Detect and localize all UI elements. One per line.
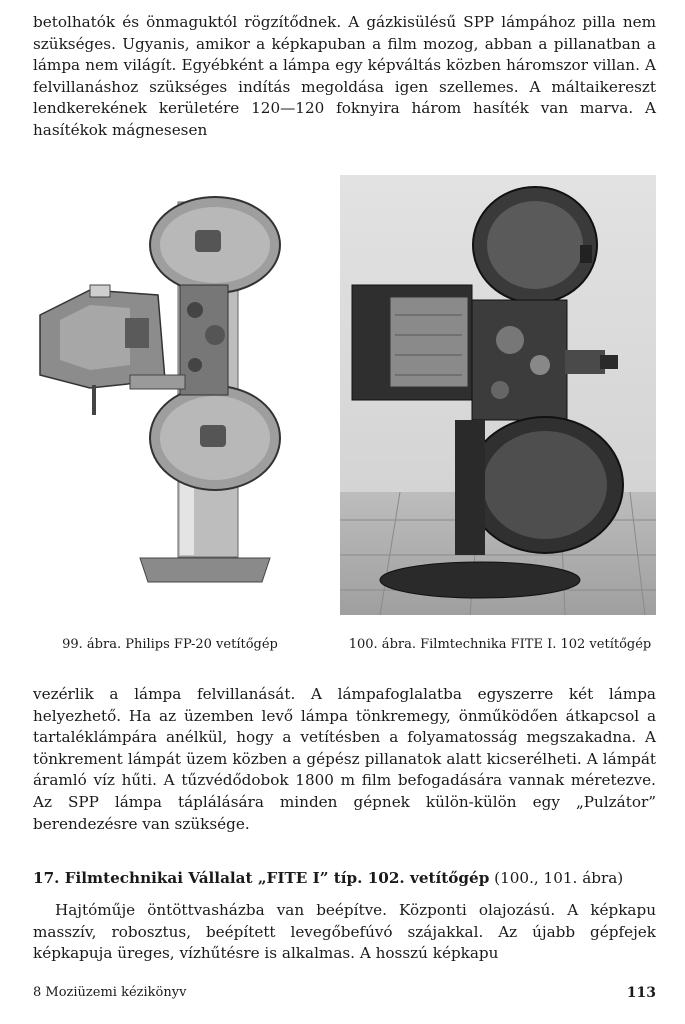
figure-philips-projector — [30, 190, 295, 610]
middle-paragraph: vezérlik a lámpa felvillanását. A lámpafoglalatba egyszerre két lámpa helyezhető. Ha az üzemben levő lámpa tönkremegy, önműködően átkapcsol a tartaléklámpára anélkül, hogy a vetítésben a folyamatosság megszakadna. A tönkrement lámpát üzem közben a gépész pillanatok alatt kicserélheti. A lámpát áramló víz hűti. A tűzvédődobok 1800 m film befogadására vannak méretezve. Az SPP lámpa táplálására minden gépnek külön-külön egy „Pulzátor” berendezésre van szüksége. — [33, 685, 656, 833]
philips-projector-illustration — [30, 190, 295, 610]
page-footer — [33, 985, 656, 1005]
footer-signature: 8 Moziüzemi kézikönyv — [33, 985, 187, 1000]
page-number: 113 — [626, 985, 656, 1001]
fite-projector-photo — [340, 175, 656, 615]
figure-100-caption: 100. ábra. Filmtechnika FITE I. 102 vetítőgép — [348, 637, 652, 652]
section-heading-figure-ref: (100., 101. ábra) — [489, 869, 624, 887]
figure-99-caption: 99. ábra. Philips FP-20 vetítőgép — [62, 637, 278, 652]
section-heading-title: 17. Filmtechnikai Vállalat „FITE I” típ. 102. vetítőgép — [33, 869, 490, 887]
top-paragraph: betolhatók és önmaguktól rögzítődnek. A gázkisülésű SPP lámpához pilla nem szükséges. Ugyanis, amikor a képkapuban a film mozog, abban a pillanatban a lámpa nem világít. Egyébként a lámpa egy képváltás közben háromszor villan. A felvillanáshoz szükséges indítás megoldása igen szellemes. A máltaikereszt lendkerekének kerületére 120—120 foknyira három hasíték van marva. A hasítékok mágnesesen — [33, 13, 656, 139]
section-heading — [33, 868, 663, 889]
figure-fite-projector — [340, 175, 656, 615]
bottom-paragraph: Hajtóműje öntöttvasházba van beépítve. Központi olajozású. A képkapu masszív, robosztus, beépített levegőbefúvó szájakkal. Az újabb gépfejek képkapuja üreges, vízhűtésre is alkalmas. A hosszú képkapu — [33, 901, 656, 963]
